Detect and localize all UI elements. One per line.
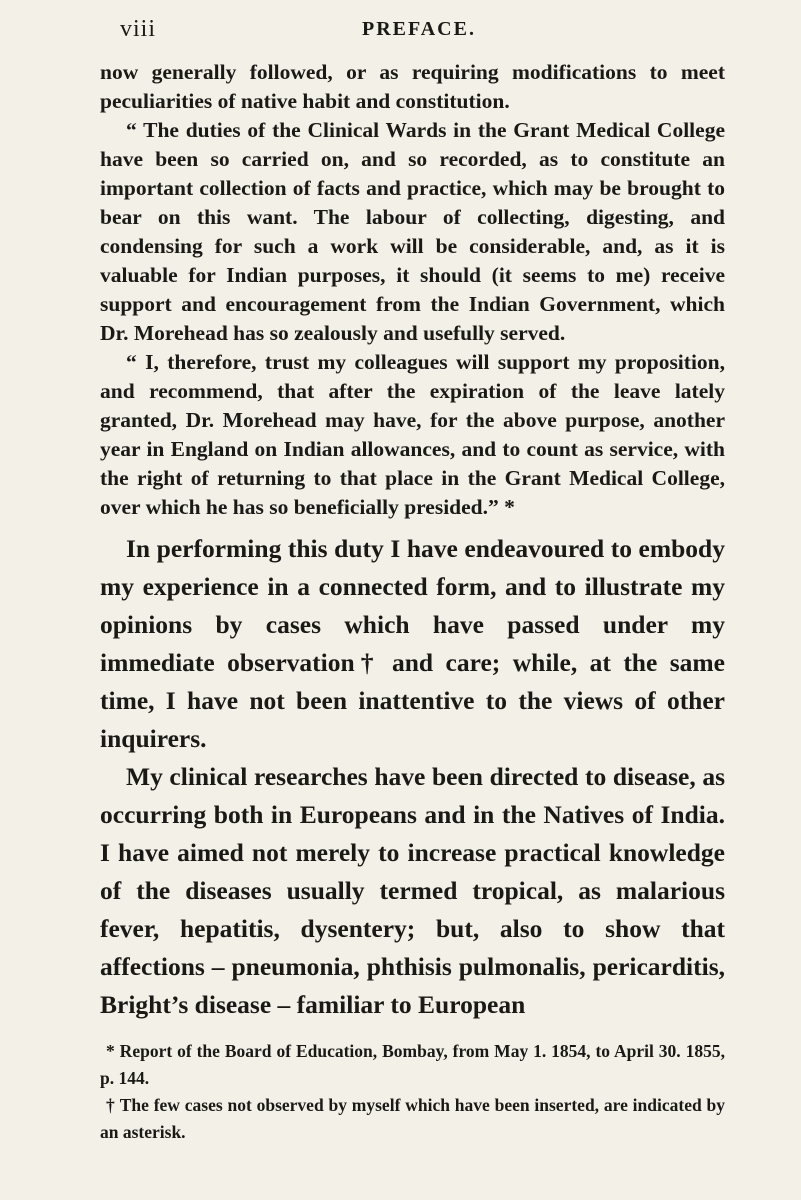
body-paragraph-2: My clinical researches have been directed to disease, as occurring both in Europeans and in the Natives of India. I have aimed not merely to increase practical knowledge of the diseases usually termed tropical, as malarious fever, hepatitis, dysentery; but, also to show that affections – pneumonia, phthisis pulmonalis, pericarditis, Bright’s disease – familiar to European [100, 762, 725, 1019]
quote-paragraph-3: “ I, therefore, trust my colleagues will support my proposition, and recommend, that after the expiration of the leave lately granted, Dr. Morehead may have, for the above purpose, another year in England on Indian allowances, and to count as service, with the right of returning to that place in the Grant Medical College, over which he has so beneficially presided.” * [100, 350, 725, 519]
quoted-passage [100, 58, 725, 522]
footnote-1: * Report of the Board of Education, Bombay, from May 1. 1854, to April 30. 1855, p. 144. [100, 1041, 725, 1088]
running-head [100, 14, 725, 48]
quote-paragraph-2: “ The duties of the Clinical Wards in the Grant Medical College have been so carried on, and so recorded, as to constitute an important collection of facts and practice, which may be brought to bear on this want. The labour of collecting, digesting, and condensing for such a work will be considerable, and, as it is valuable for Indian purposes, it should (it seems to me) receive support and encouragement from the Indian Government, which Dr. Morehead has so zealously and usefully served. [100, 118, 725, 345]
body-paragraph-1: In performing this duty I have endeavoured to embody my experience in a connected form, and to illustrate my opinions by cases which have passed under my immediate observation† and care; while, at the same time, I have not been inattentive to the views of other inquirers. [100, 534, 725, 753]
quote-paragraph-1: now generally followed, or as requiring modifications to meet peculiarities of native habit and constitution. [100, 60, 725, 113]
footnotes [100, 1038, 725, 1146]
footnote-2: † The few cases not observed by myself which have been inserted, are indicated by an asterisk. [100, 1095, 725, 1142]
main-text [100, 530, 725, 1024]
page-number: viii [120, 16, 157, 42]
running-title: PREFACE. [362, 18, 476, 40]
